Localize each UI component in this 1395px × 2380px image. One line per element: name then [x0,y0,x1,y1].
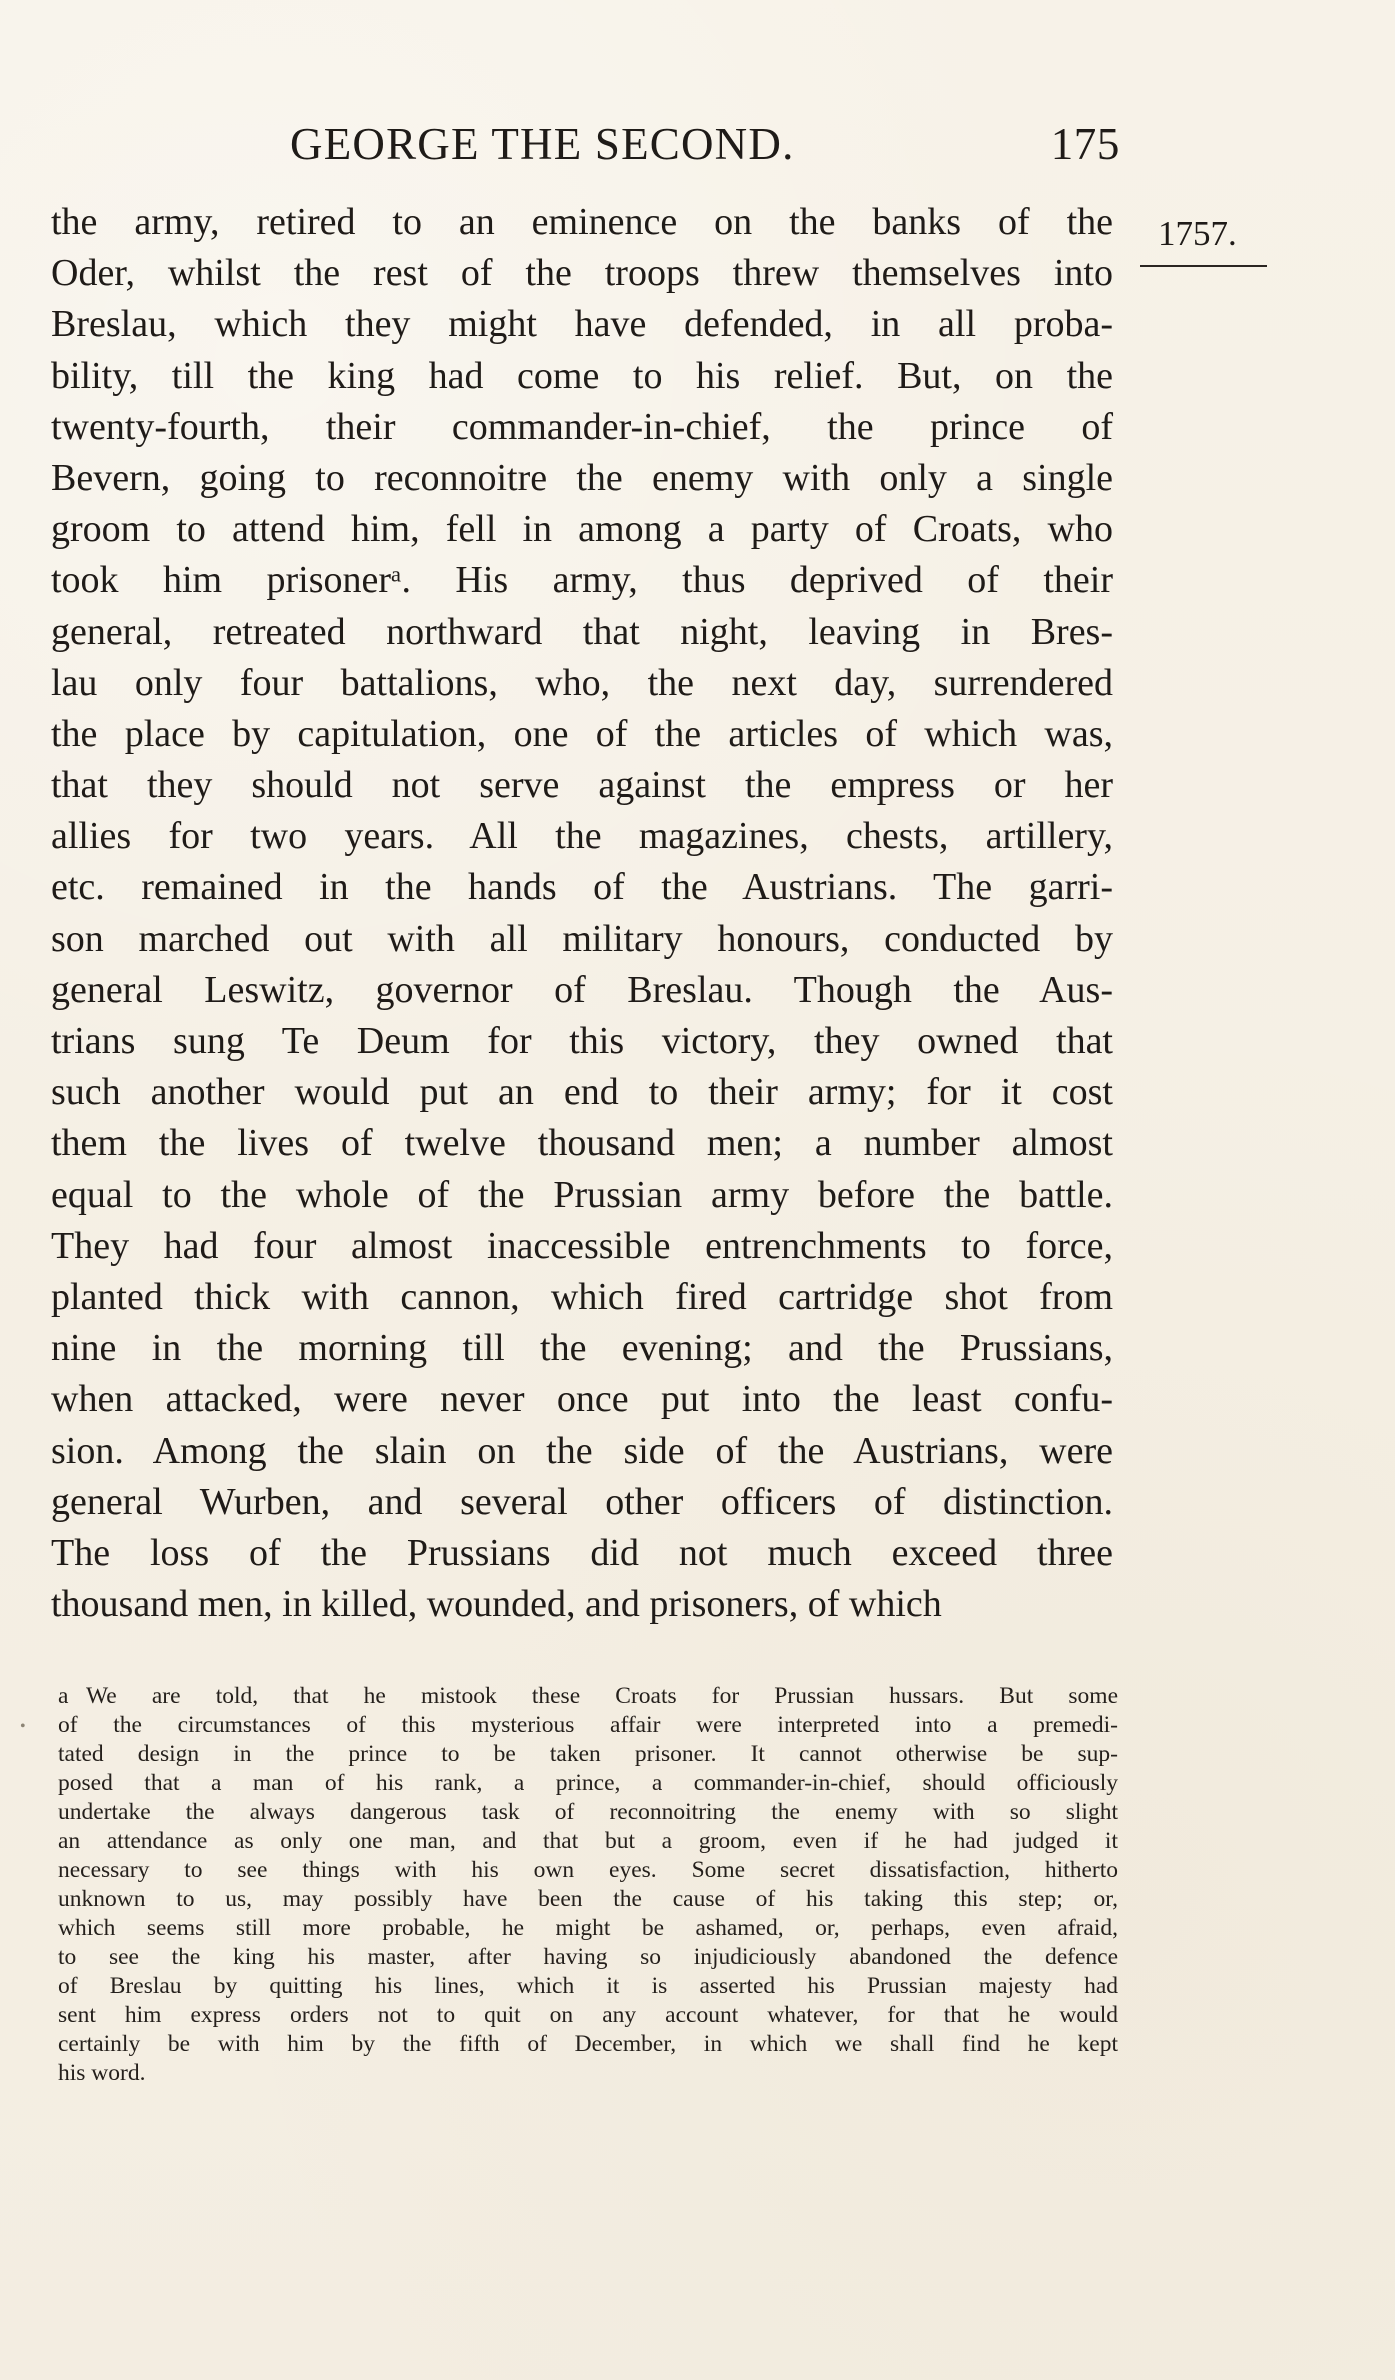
body-line: lau only four battalions, who, the next day, surrendered [51,661,1113,704]
body-line: general Leswitz, governor of Breslau. Though the Aus- [51,968,1113,1011]
body-line: twenty-fourth, their commander-in-chief, the prince of [51,405,1113,448]
body-line: allies for two years. All the magazines, chests, artillery, [51,815,1113,858]
body-line: thousand men, in killed, wounded, and prisoners, of which [51,1583,942,1626]
footnote-line: sent him express orders not to quit on any account whatever, for that he would [58,2002,1118,2028]
body-line: Breslau, which they might have defended, in all proba- [51,303,1113,346]
body-line: them the lives of twelve thousand men; a number almost [51,1122,1113,1165]
footnote-line: to see the king his master, after having so injudiciously abandoned the defence [58,1944,1118,1970]
footnote-line: which seems still more probable, he might be ashamed, or, perhaps, even afraid, [58,1915,1118,1941]
footnote-line: posed that a man of his rank, a prince, a commander-in-chief, should officiously [58,1770,1118,1796]
body-line: etc. remained in the hands of the Austrians. The garri- [51,866,1113,909]
body-line: when attacked, were never once put into the least confu- [51,1378,1113,1421]
footnote-line: of the circumstances of this mysterious affair were interpreted into a premedi- [58,1712,1118,1738]
footnote-line: undertake the always dangerous task of reconnoitring the enemy with so slight [58,1799,1118,1825]
running-head [290,118,1120,178]
body-line: general Wurben, and several other officers of distinction. [51,1480,1113,1523]
body-line: took him prisonerᵃ. His army, thus deprived of their [51,559,1113,602]
body-line: trians sung Te Deum for this victory, they owned that [51,1020,1113,1062]
body-line: nine in the morning till the evening; and the Prussians, [51,1327,1113,1370]
page-number: 175 [1050,119,1120,169]
body-line: bility, till the king had come to his relief. But, on the [51,354,1113,397]
footnote-line: necessary to see things with his own eyes. Some secret dissatisfaction, hitherto [58,1857,1118,1883]
margin-dot: • [20,1718,26,1735]
body-line: sion. Among the slain on the side of the Austrians, were [51,1429,1113,1472]
footnote-line: certainly be with him by the fifth of December, in which we shall find he kept [58,2031,1118,2057]
margin-rule [1140,265,1267,267]
footnote-line [58,1682,1118,1711]
footnote-line: an attendance as only one man, and that but a groom, even if he had judged it [58,1828,1118,1854]
body-line: such another would put an end to their army; for it cost [51,1071,1113,1114]
footnote-line: of Breslau by quitting his lines, which it is asserted his Prussian majesty had [58,1973,1118,1999]
body-line: planted thick with cannon, which fired cartridge shot from [51,1275,1113,1318]
body-line: the place by capitulation, one of the articles of which was, [51,712,1113,755]
body-line: that they should not serve against the empress or her [51,764,1113,807]
body-line: equal to the whole of the Prussian army before the battle. [51,1173,1113,1216]
footnote-line: unknown to us, may possibly have been the cause of his taking this step; or, [58,1886,1118,1912]
body-line: Oder, whilst the rest of the troops threw themselves into [51,252,1113,295]
body-line: groom to attend him, fell in among a party of Croats, who [51,508,1113,551]
footnote-line: his word. [58,2060,146,2086]
body-line: the army, retired to an eminence on the banks of the [51,201,1113,243]
body-line: Bevern, going to reconnoitre the enemy with only a single [51,456,1113,499]
body-line: son marched out with all military honours, conducted by [51,917,1113,960]
body-line: They had four almost inaccessible entrenchments to force, [51,1224,1113,1267]
footnote [58,1682,1118,2088]
footnote-line-text: We are told, that he mistook these Croats for Prussian hussars. But some [86,1683,1118,1709]
body-line: The loss of the Prussians did not much exceed three [51,1531,1113,1574]
margin-year: 1757. [1158,214,1237,253]
body-line: general, retreated northward that night, leaving in Bres- [51,610,1113,653]
main-text [51,197,1113,1630]
footnote-line: tated design in the prince to be taken prisoner. It cannot otherwise be sup- [58,1741,1118,1767]
running-title: GEORGE THE SECOND. [290,119,795,169]
footnote-marker: a [58,1683,69,1709]
